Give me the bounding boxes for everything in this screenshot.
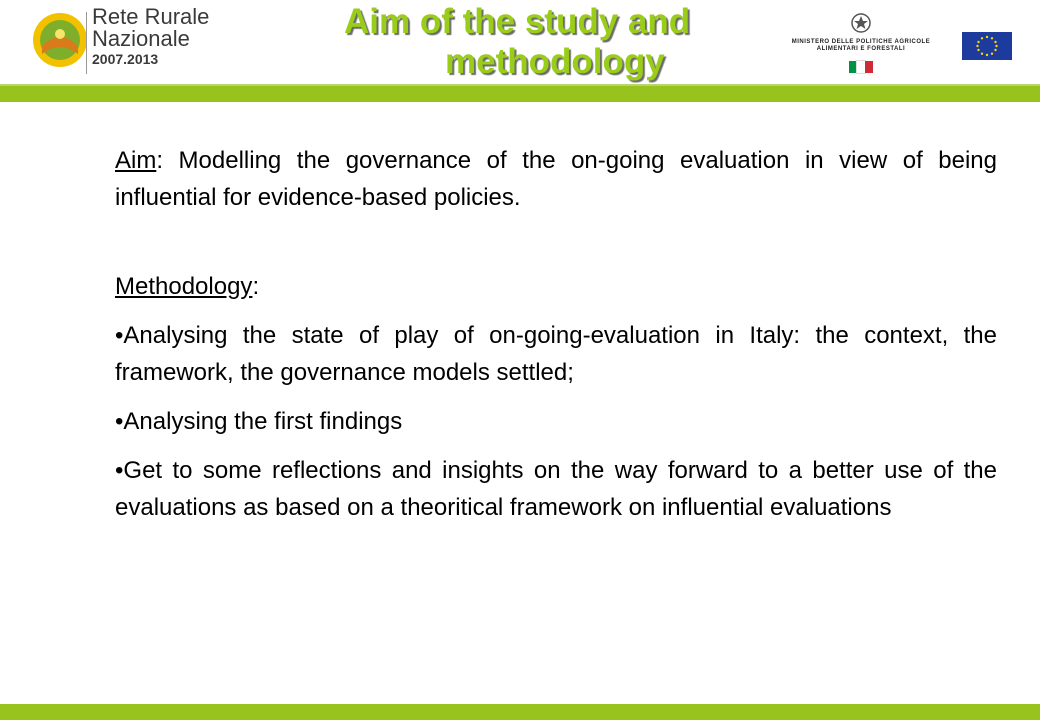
logo-separator bbox=[86, 12, 87, 74]
aim-text: : Modelling the governance of the on-going evaluation in view of being influential for evidence-based policies. bbox=[115, 147, 997, 211]
bullet-text-1: Analysing the state of play of on-going-evaluation in Italy: the context, the framework, the governance models settled; bbox=[115, 322, 997, 386]
methodology-heading bbox=[115, 268, 997, 305]
rete-rurale-emblem-icon bbox=[30, 10, 90, 70]
bullet-text-2: Analysing the first findings bbox=[123, 408, 403, 435]
ministry-logo bbox=[786, 12, 936, 73]
logo-years: 2007.2013 bbox=[92, 51, 159, 67]
slide-title bbox=[300, 2, 760, 82]
aim-label: Aim bbox=[115, 147, 157, 174]
footer-divider-bar bbox=[0, 704, 1040, 720]
aim-paragraph bbox=[115, 142, 997, 216]
logo-line-2: Nazionale bbox=[92, 26, 190, 51]
bullet-item bbox=[115, 452, 997, 526]
slide-body bbox=[115, 142, 997, 526]
methodology-suffix: : bbox=[252, 273, 260, 300]
ministry-name-line-1: MINISTERO DELLE POLITICHE AGRICOLE bbox=[791, 39, 931, 45]
ministry-name-line-2: ALIMENTARI E FORESTALI bbox=[816, 46, 906, 52]
methodology-label: Methodology bbox=[115, 273, 253, 300]
italian-emblem-icon bbox=[850, 12, 872, 34]
bullet-item bbox=[115, 317, 997, 391]
logo-text bbox=[92, 6, 209, 68]
slide-title-line-2: methodology bbox=[445, 42, 665, 81]
italian-flag-icon bbox=[849, 61, 873, 73]
bullet-item bbox=[115, 403, 997, 440]
header-divider-bar bbox=[0, 86, 1040, 102]
logo-line-1: Rete Rurale bbox=[92, 4, 210, 29]
bullet-text-3: Get to some reflections and insights on the way forward to a better use of the evaluations as based on a theoritical framework on influential evaluations bbox=[115, 457, 997, 521]
slide-title-line-1: Aim of the study and bbox=[344, 2, 691, 41]
rete-rurale-logo bbox=[30, 6, 210, 78]
eu-flag-icon bbox=[962, 32, 1012, 60]
